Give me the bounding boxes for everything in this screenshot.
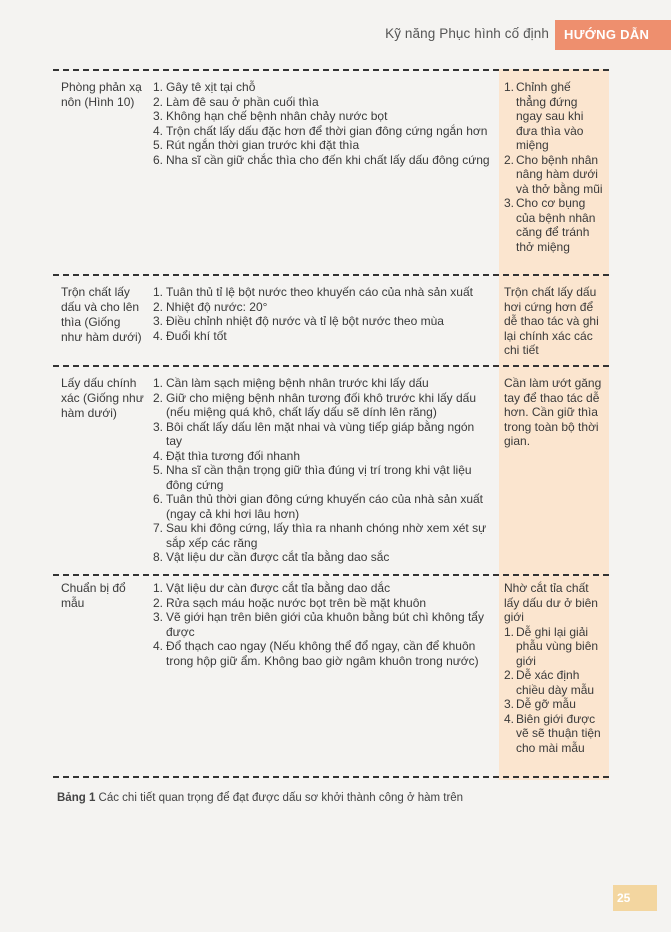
step-item: 2. Rửa sạch máu hoặc nước bọt trên bề mặt khuôn (153, 595, 427, 610)
step-item: 1. Cần làm sạch miệng bệnh nhân trước khi lấy dấu (153, 376, 429, 390)
notes-cell (504, 581, 604, 755)
steps-list (153, 581, 491, 668)
note-text: Nhờ cắt tỉa chất lấy dấu dư ở biên giới (504, 581, 598, 624)
step-item: 3. Bôi chất lấy dấu lên mặt nhai và vùng tiếp giáp bằng ngón tay (153, 419, 475, 448)
notes-cell (504, 80, 604, 254)
row-divider (53, 365, 609, 367)
step-item: 4. Đổ thạch cao ngay (Nếu không thể đổ ngay, cần để khuôn trong hộp giữ ẩm. Không bao giờ ngâm khuôn trong nước) (153, 639, 479, 668)
step-item: 3. Điều chỉnh nhiệt độ nước và tỉ lệ bột nước theo mùa (153, 314, 444, 328)
note-item: 1. Chỉnh ghế thẳng đứng ngay sau khi đưa thìa vào miệng (504, 80, 584, 152)
step-item: 6. Nha sĩ cần giữ chắc thìa cho đến khi chất lấy dấu đông cứng (153, 152, 490, 167)
row-label: Chuẩn bị đổ mẫu (61, 581, 126, 610)
note-item: 1. Dễ ghi lại giải phẫu vùng biên giới (504, 624, 599, 668)
row-divider (53, 574, 609, 576)
step-item: 1. Vật liệu dư càn được cắt tỉa bằng dao dắc (153, 581, 391, 595)
step-item: 5. Rút ngắn thời gian trước khi đặt thìa (153, 138, 360, 152)
caption-text: Các chi tiết quan trọng để đạt được dấu sơ khởi thành công ở hàm trên (95, 792, 464, 804)
caption-label: Bảng 1 (57, 792, 96, 804)
chapter-title: Kỹ năng Phục hình cố định (385, 26, 549, 41)
row-divider (53, 69, 609, 71)
row-label: Trộn chất lấy dấu và cho lên thìa (Giống như hàm dưới) (61, 285, 142, 344)
step-item: 8. Vật liệu dư cần được cắt tỉa bằng dao sắc (153, 550, 390, 564)
steps-list (153, 285, 491, 343)
note-text: Cần làm ướt găng tay để thao tác dễ hơn. Cần giữ thìa trong toàn bộ thời gian. (504, 376, 602, 448)
step-item: 4. Đặt thìa tương đối nhanh (153, 448, 300, 463)
note-item: 2. Cho bệnh nhân nâng hàm dưới và thở bằng mũi (504, 152, 603, 196)
table-caption (57, 792, 463, 804)
row-divider (53, 274, 609, 276)
note-item: 2. Dễ xác định chiều dày mẫu (504, 668, 595, 697)
step-item: 3. Không hạn chế bệnh nhân chảy nước bọt (153, 109, 388, 123)
row-label: Lấy dấu chính xác (Giống như hàm dưới) (61, 376, 144, 420)
section-badge: HƯỚNG DẪN (555, 20, 671, 50)
procedure-table (53, 69, 609, 780)
row-label: Phòng phản xạ nôn (Hình 10) (61, 80, 142, 109)
step-item: 3. Vẽ giới hạn trên biên giới của khuôn bằng bút chì không tẩy được (153, 610, 484, 639)
step-item: 2. Giữ cho miệng bệnh nhân tương đối khô trước khi lấy dấu (nếu miệng quá khô, chất lấy dấu sẽ dính lên răng) (153, 390, 477, 419)
note-item: 4. Biên giới được vẽ sẽ thuận tiện cho mài mẫu (504, 711, 601, 755)
row-divider (53, 776, 609, 778)
step-item: 1. Tuân thủ tỉ lệ bột nước theo khuyến cáo của nhà sản xuất (153, 285, 473, 299)
page-number: 25 (613, 885, 657, 911)
step-item: 4. Đuổi khí tốt (153, 328, 227, 343)
step-item: 1. Gây tê xịt tại chỗ (153, 80, 256, 94)
step-item: 2. Làm đê sau ở phần cuối thìa (153, 94, 319, 109)
step-item: 4. Trộn chất lấy dấu đặc hơn để thời gian đông cứng ngắn hơn (153, 123, 488, 138)
steps-list (153, 376, 491, 565)
step-item: 5. Nha sĩ cần thận trọng giữ thìa đúng vị trí trong khi vật liệu đông cứng (153, 463, 472, 492)
note-item: 3. Cho cơ bụng của bệnh nhân căng để tránh thở miệng (504, 196, 596, 254)
step-item: 6. Tuân thủ thời gian đông cứng khuyến cáo của nhà sản xuất (ngay cả khi hơi lâu hơn) (153, 492, 484, 521)
note-item: 3. Dễ gỡ mẫu (504, 697, 576, 711)
step-item: 2. Nhiệt độ nước: 20° (153, 299, 268, 314)
step-item: 7. Sau khi đông cứng, lấy thìa ra nhanh chóng nhờ xem xét sự sắp xếp các răng (153, 521, 487, 550)
note-text: Trộn chất lấy dấu hơi cứng hơn để dễ thao tác và ghi lại chính xác các chi tiết (504, 285, 599, 357)
steps-list (153, 80, 491, 167)
